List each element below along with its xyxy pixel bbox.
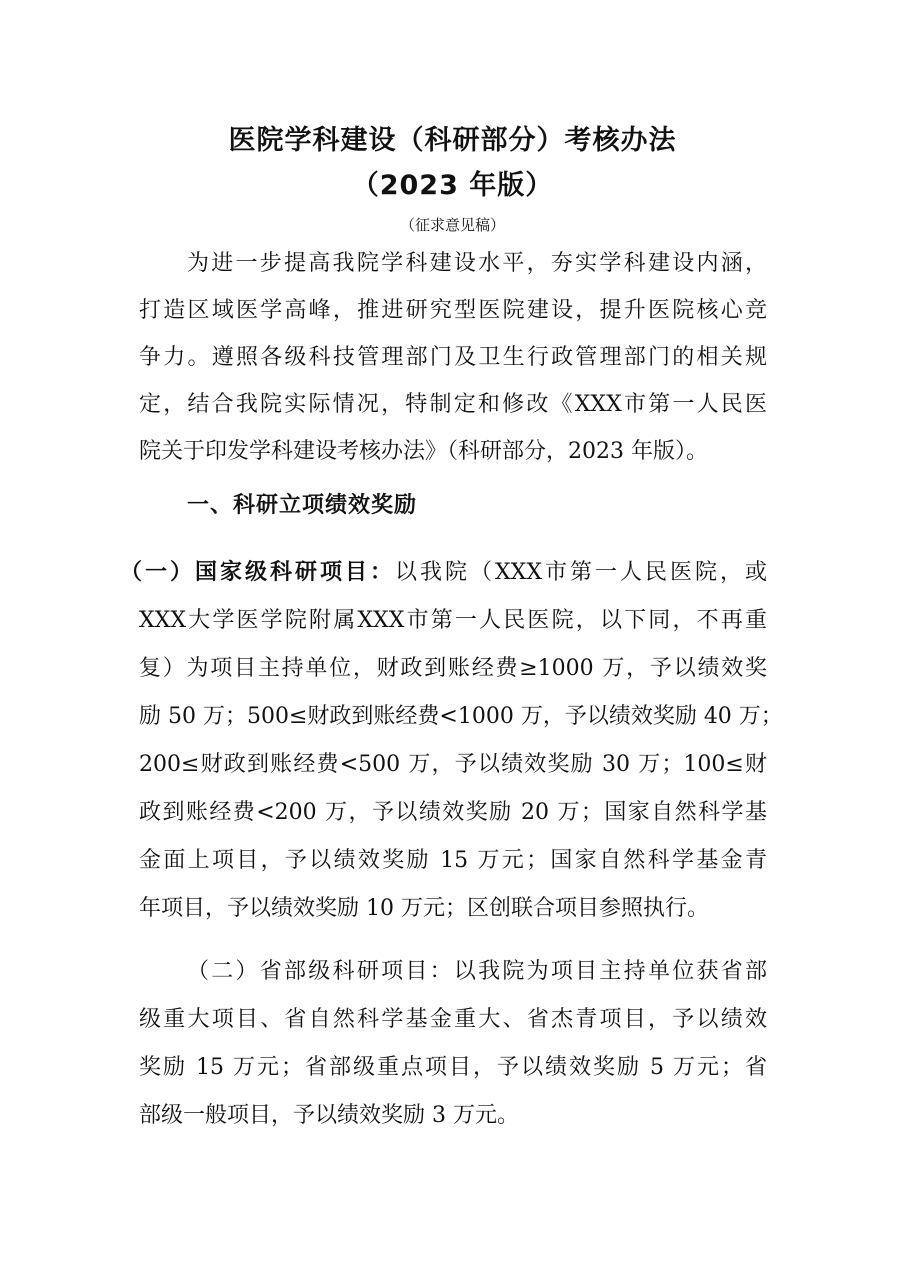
item1-line-4: 励 50 万；500≤财政到账经费<1000 万，予以绩效奖励 40 万； <box>139 704 783 729</box>
document-title: 医院学科建设（科研部分）考核办法 <box>228 125 677 156</box>
intro-line-1: 为进一步提高我院学科建设水平，夯实学科建设内涵， <box>187 251 767 276</box>
item1-line-5: 200≤财政到账经费<500 万，予以绩效奖励 30 万；100≤财 <box>139 752 767 777</box>
document-subtitle: （征求意见稿） <box>399 216 505 234</box>
item2-line-3: 奖励 15 万元；省部级重点项目，予以绩效奖励 5 万元；省 <box>139 1055 767 1080</box>
intro-line-4: 定，结合我院实际情况，特制定和修改《XXX市第一人民医 <box>139 392 767 417</box>
item1-line-6: 政到账经费<200 万，予以绩效奖励 20 万；国家自然科学基 <box>139 800 767 825</box>
item1-line-1 <box>120 562 767 584</box>
intro-line-5: 院关于印发学科建设考核办法》（科研部分，2023 年版）。 <box>139 439 708 464</box>
section-heading: 一、科研立项绩效奖励 <box>187 493 418 518</box>
intro-line-3: 争力。遵照各级科技管理部门及卫生行政管理部门的相关规 <box>139 345 767 370</box>
item1-label: （一）国家级科研项目： <box>120 560 395 585</box>
item1-line-3: 复）为项目主持单位，财政到账经费≥1000 万，予以绩效奖 <box>139 656 767 681</box>
item1-first-text: 以我院（XXX市第一人民医院，或 <box>395 560 767 585</box>
item1-line-7: 金面上项目，予以绩效奖励 15 万元；国家自然科学基金青 <box>139 848 767 873</box>
item1-line-8: 年项目，予以绩效奖励 10 万元；区创联合项目参照执行。 <box>139 896 709 921</box>
item2-line-2: 级重大项目、省自然科学基金重大、省杰青项目，予以绩效 <box>139 1007 767 1032</box>
item1-line-2: XXX大学医学院附属XXX市第一人民医院，以下同，不再重 <box>139 608 767 633</box>
intro-line-2: 打造区域医学高峰，推进研究型医院建设，提升医院核心竞 <box>139 298 767 323</box>
document-title-edition: （2023 年版） <box>351 170 554 201</box>
item2-line-1: （二）省部级科研项目：以我院为项目主持单位获省部 <box>187 959 767 984</box>
item2-line-4: 部级一般项目，予以绩效奖励 3 万元。 <box>139 1103 519 1128</box>
